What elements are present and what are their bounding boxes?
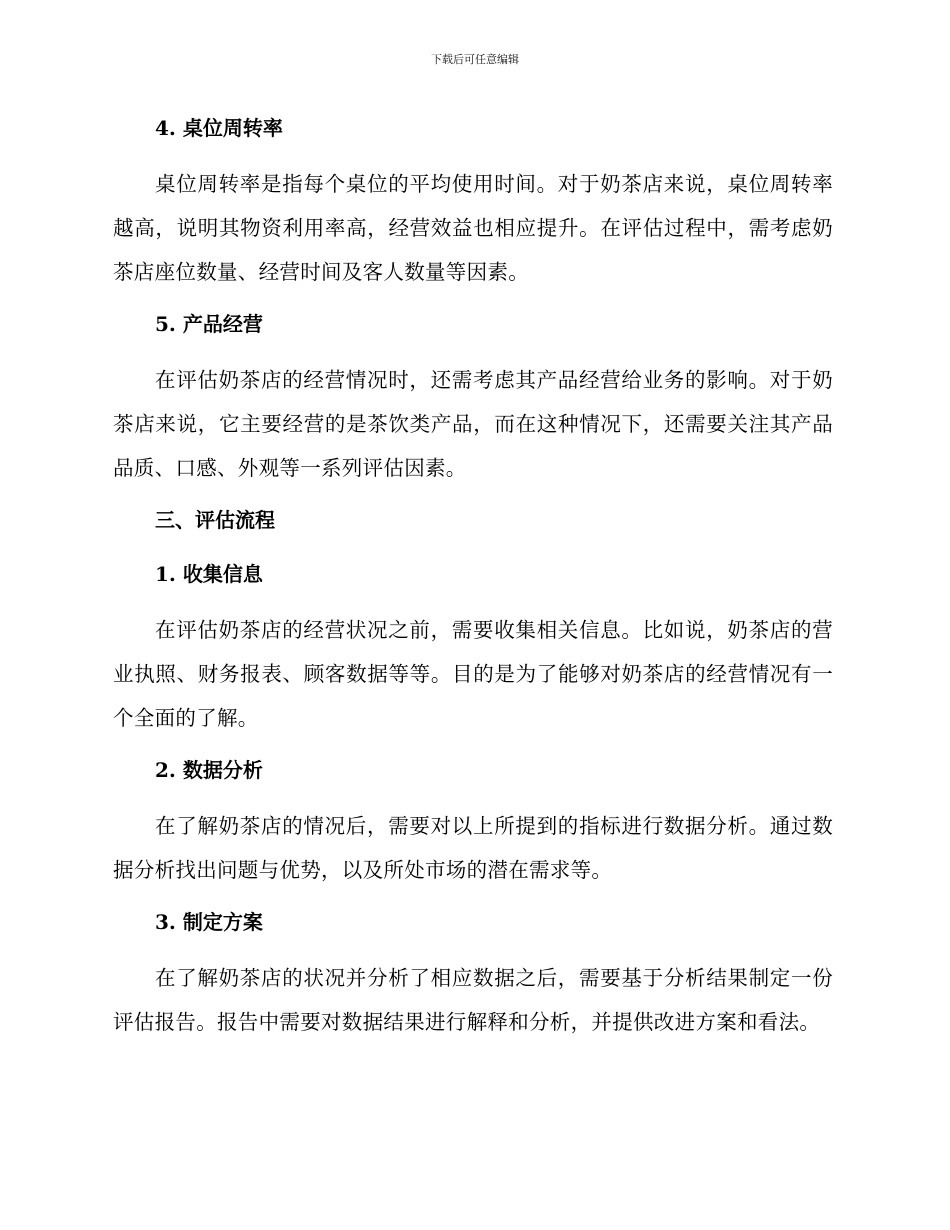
document-body <box>113 108 833 1054</box>
paragraph-make-plan: 在了解奶茶店的状况并分析了相应数据之后，需要基于分析结果制定一份评估报告。报告中需要对数据结果进行解释和分析，并提供改进方案和看法。 <box>113 966 833 1034</box>
section-heading-product-operation: 5. 产品经营 <box>155 312 263 336</box>
paragraph-data-analysis: 在了解奶茶店的情况后，需要对以上所提到的指标进行数据分析。通过数据分析找出问题与优势，以及所处市场的潜在需求等。 <box>113 814 833 882</box>
section-heading-collect-info: 1. 收集信息 <box>155 562 263 586</box>
paragraph-product-operation: 在评估奶茶店的经营情况时，还需考虑其产品经营给业务的影响。对于奶茶店来说，它主要经营的是茶饮类产品，而在这种情况下，还需要关注其产品品质、口感、外观等一系列评估因素。 <box>113 368 833 480</box>
paragraph-collect-info: 在评估奶茶店的经营状况之前，需要收集相关信息。比如说，奶茶店的营业执照、财务报表、顾客数据等等。目的是为了能够对奶茶店的经营情况有一个全面的了解。 <box>113 618 833 730</box>
paragraph-table-turnover: 桌位周转率是指每个桌位的平均使用时间。对于奶茶店来说，桌位周转率越高，说明其物资利用率高，经营效益也相应提升。在评估过程中，需考虑奶茶店座位数量、经营时间及客人数量等因素。 <box>113 172 833 284</box>
section-heading-table-turnover: 4. 桌位周转率 <box>155 116 283 140</box>
chapter-heading-evaluation-process: 三、评估流程 <box>155 508 275 532</box>
section-heading-make-plan: 3. 制定方案 <box>155 910 263 934</box>
page-header: 下载后可任意编辑 <box>431 53 519 66</box>
section-heading-data-analysis: 2. 数据分析 <box>155 758 263 782</box>
